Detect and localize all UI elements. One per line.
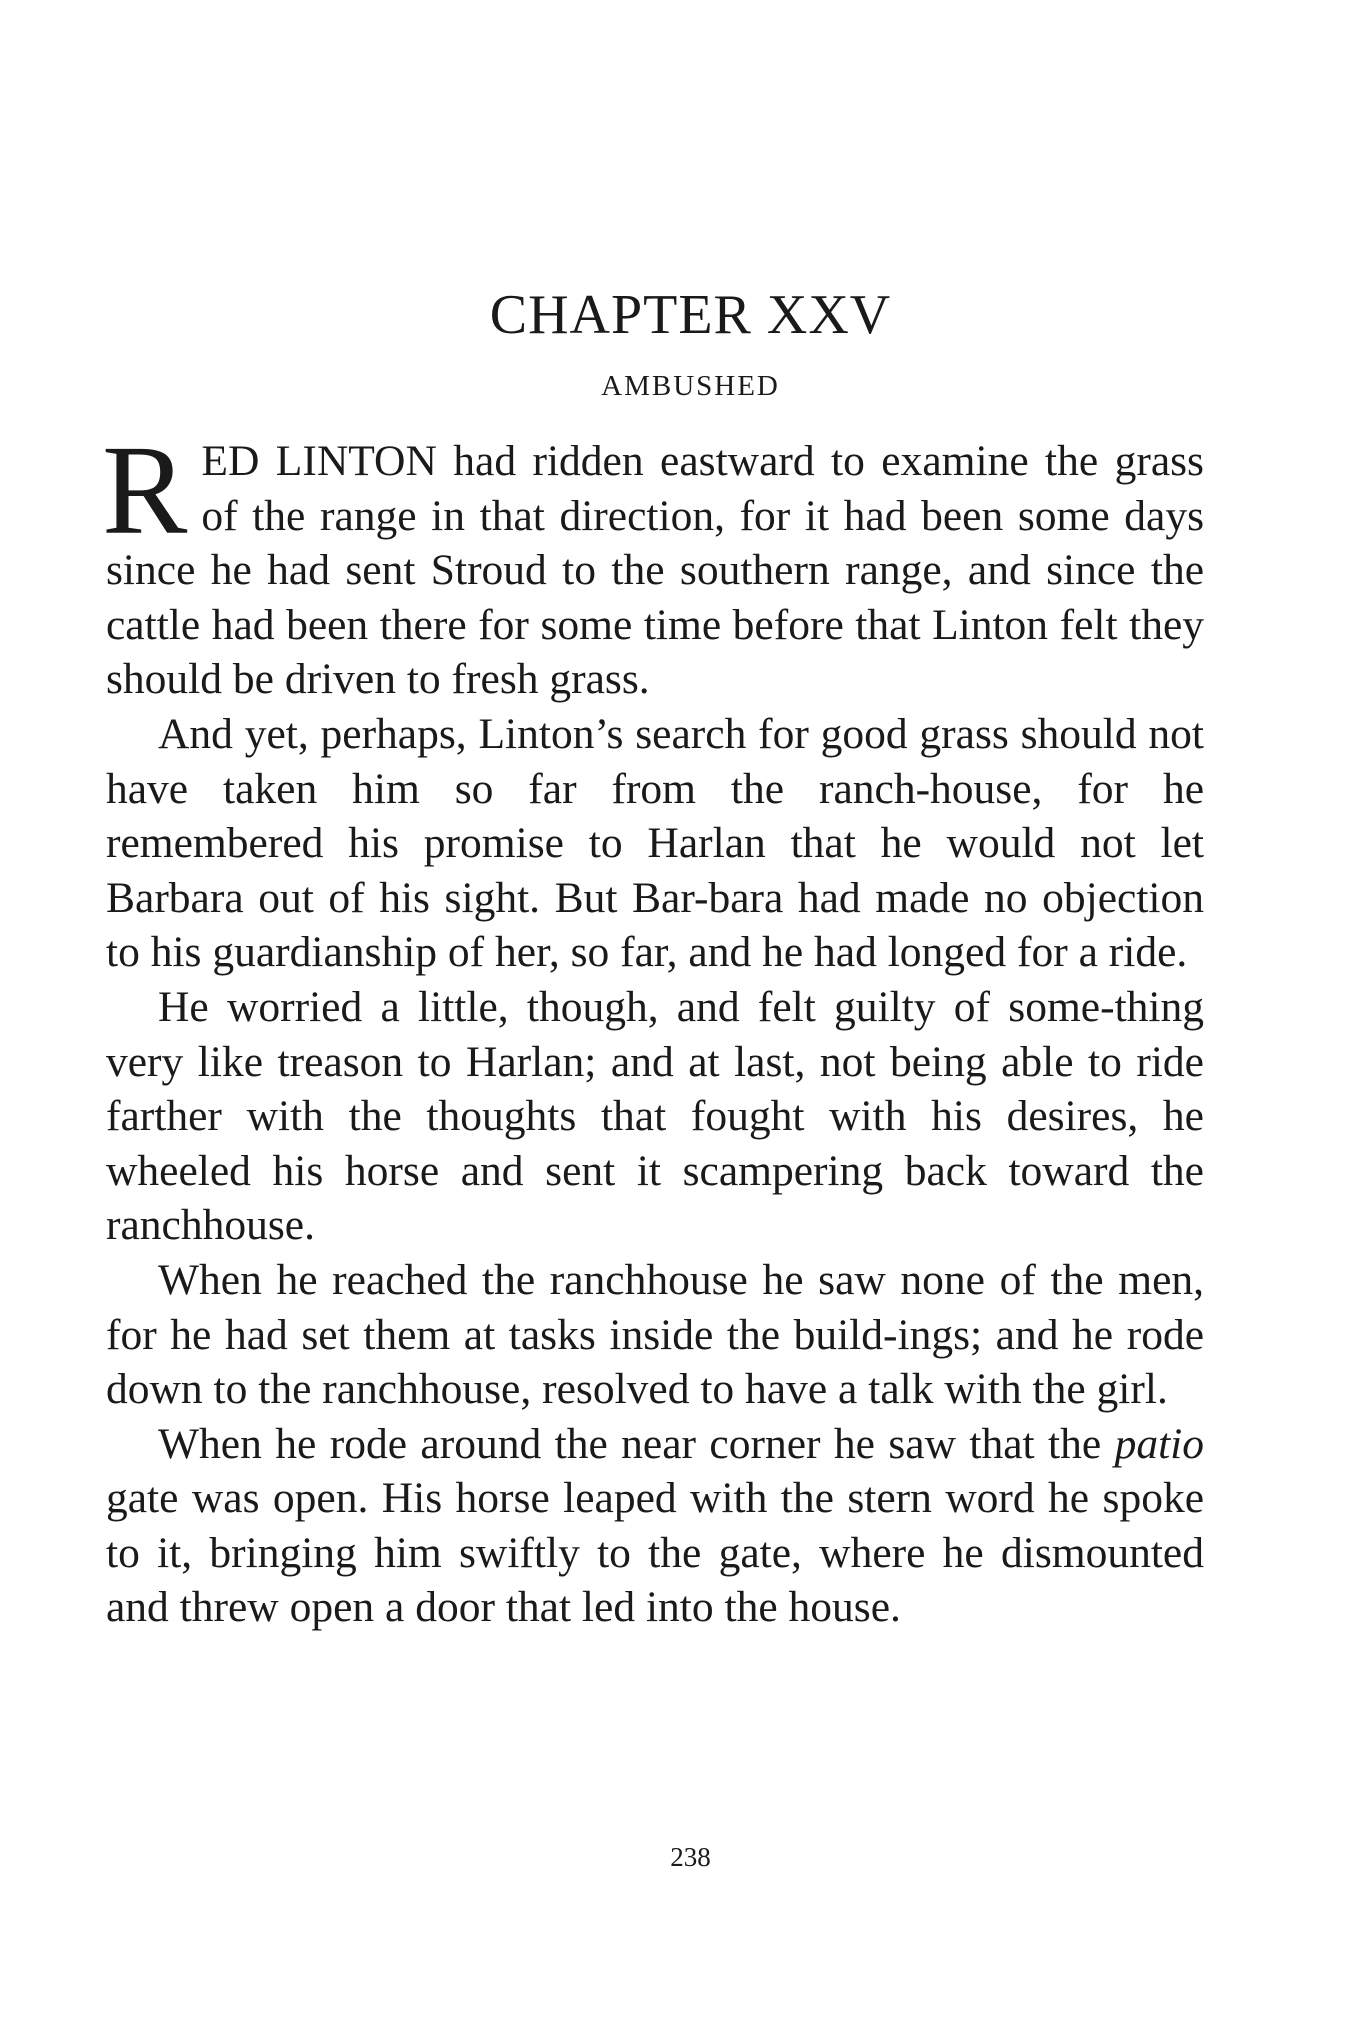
paragraph-5-text-b: gate was open. His horse leaped with the stern word he spoke to it, bringing him swiftly to the gate, where he dismounted and threw open a door that led into the house. <box>106 1474 1204 1632</box>
drop-cap: R <box>102 419 188 561</box>
body-text <box>102 419 1204 1635</box>
paragraph-4: When he reached the ranchhouse he saw none of the men, for he had set them at tasks inside the build-ings; and he rode down to the ranchhouse, resolved to have a talk with the girl. <box>106 1255 1204 1414</box>
paragraph-5-text-a: When he rode around the near corner he saw that the <box>158 1419 1115 1468</box>
paragraph-3: He worried a little, though, and felt guilty of some-thing very like treason to Harlan; and at last, not being able to ride farther with the thoughts that fought with his desires, he wheeled his horse and sent it scampering back toward the ranchhouse. <box>106 982 1204 1250</box>
paragraph-2: And yet, perhaps, Linton’s search for good grass should not have taken him so far from the ranch-house, for he remembered his promise to Harlan that he would not let Barbara out of his sight. But Bar-bara had made no objection to his guardianship of her, so far, and he had longed for a ride. <box>106 709 1204 977</box>
paragraph-1-text: ED LINTON had ridden eastward to examine the grass of the range in that direction, for it had been some days since he had sent Stroud to the southern range, and since the cattle had been there for some time before that Linton felt they should be driven to fresh grass. <box>106 437 1204 704</box>
paragraph-5 <box>106 1417 1204 1635</box>
page-number: 238 <box>670 1842 711 1872</box>
paragraph-5-italic: patio <box>1114 1419 1204 1468</box>
paragraph-1 <box>102 419 1204 707</box>
chapter-title: CHAPTER XXV <box>489 284 892 346</box>
chapter-subtitle: AMBUSHED <box>601 370 780 402</box>
